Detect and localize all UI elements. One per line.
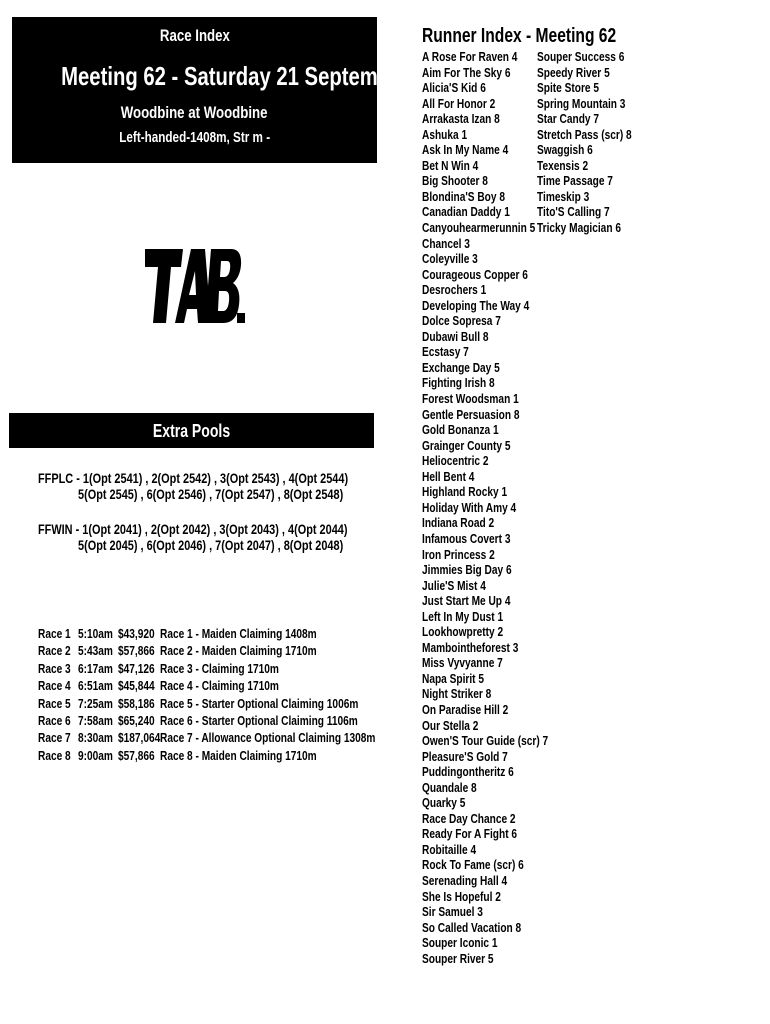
race-time: 7:25am bbox=[78, 695, 113, 711]
race-number: Race 4 bbox=[38, 678, 71, 694]
runner-entry: Forest Woodsman 1 bbox=[422, 391, 519, 407]
runner-entry: Tricky Magician 6 bbox=[537, 220, 621, 236]
race-number: Race 2 bbox=[38, 643, 71, 659]
runner-entry: Canyouhearmerunnin 5 bbox=[422, 220, 536, 236]
runner-entry: Mambointheforest 3 bbox=[422, 639, 519, 655]
runner-entry: Courageous Copper 6 bbox=[422, 266, 528, 282]
race-purse: $57,866 bbox=[118, 747, 155, 763]
race-time: 5:43am bbox=[78, 643, 113, 659]
runner-entry: Ashuka 1 bbox=[422, 126, 468, 142]
race-purse: $58,186 bbox=[118, 695, 155, 711]
race-number: Race 8 bbox=[38, 747, 71, 763]
runner-entry: Bet N Win 4 bbox=[422, 157, 479, 173]
runner-entry: Quarky 5 bbox=[422, 795, 466, 811]
runner-entry: Souper Iconic 1 bbox=[422, 935, 498, 951]
runner-entry: Infamous Covert 3 bbox=[422, 530, 511, 546]
runner-entry: Just Start Me Up 4 bbox=[422, 593, 511, 609]
runner-entry: Sir Samuel 3 bbox=[422, 904, 483, 920]
runner-entry: Dubawi Bull 8 bbox=[422, 328, 489, 344]
venue-name: Woodbine at Woodbine bbox=[121, 103, 268, 122]
runner-entry: Swaggish 6 bbox=[537, 142, 593, 158]
runner-entry: Souper Success 6 bbox=[537, 49, 625, 64]
runner-entry: Chancel 3 bbox=[422, 235, 470, 251]
race-number: Race 6 bbox=[38, 712, 71, 728]
runner-entry: Ask In My Name 4 bbox=[422, 142, 509, 158]
runner-entry: Spite Store 5 bbox=[537, 80, 599, 96]
runner-entry: Star Candy 7 bbox=[537, 111, 599, 127]
runner-entry: Lookhowpretty 2 bbox=[422, 624, 504, 640]
runner-entry: She Is Hopeful 2 bbox=[422, 888, 501, 904]
race-description: Race 7 - Allowance Optional Claiming 1308m bbox=[160, 730, 376, 746]
runner-entry: Highland Rocky 1 bbox=[422, 484, 508, 500]
runner-entry: Iron Princess 2 bbox=[422, 546, 495, 562]
race-number: Race 3 bbox=[38, 660, 71, 676]
runner-entry: On Paradise Hill 2 bbox=[422, 701, 509, 717]
race-time: 5:10am bbox=[78, 626, 113, 641]
runner-index-title: Runner Index - Meeting 62 bbox=[422, 25, 617, 47]
race-number: Race 7 bbox=[38, 730, 71, 746]
runner-entry: Owen'S Tour Guide (scr) 7 bbox=[422, 733, 549, 749]
runner-list-column-2 bbox=[537, 49, 658, 236]
race-number: Race 1 bbox=[38, 626, 71, 641]
runner-entry: Stretch Pass (scr) 8 bbox=[537, 126, 632, 142]
race-description: Race 6 - Starter Optional Claiming 1106m bbox=[160, 712, 358, 728]
pool-line: 5(Opt 2045) , 6(Opt 2046) , 7(Opt 2047) , 8(Opt 2048) bbox=[78, 537, 344, 553]
runner-entry: Blondina'S Boy 8 bbox=[422, 188, 505, 204]
runner-entry: Exchange Day 5 bbox=[422, 359, 500, 375]
race-description: Race 8 - Maiden Claiming 1710m bbox=[160, 747, 317, 763]
pool-ffwin bbox=[38, 521, 435, 553]
runner-entry: Ready For A Fight 6 bbox=[422, 826, 518, 842]
runner-entry: Miss Vyvyanne 7 bbox=[422, 655, 503, 671]
runner-entry: Dolce Sopresa 7 bbox=[422, 313, 501, 329]
pool-line: FFWIN - 1(Opt 2041) , 2(Opt 2042) , 3(Opt 2043) , 4(Opt 2044) bbox=[38, 521, 348, 537]
runner-entry: Gentle Persuasion 8 bbox=[422, 406, 520, 422]
runner-entry: Jimmies Big Day 6 bbox=[422, 562, 512, 578]
race-description: Race 1 - Maiden Claiming 1408m bbox=[160, 626, 317, 641]
pool-ffplc bbox=[38, 470, 436, 502]
runner-entry: Time Passage 7 bbox=[537, 173, 613, 189]
runner-entry: Holiday With Amy 4 bbox=[422, 499, 517, 515]
extra-pools-header bbox=[9, 413, 374, 448]
runner-entry: A Rose For Raven 4 bbox=[422, 49, 518, 64]
runner-entry: Coleyville 3 bbox=[422, 251, 478, 267]
runner-entry: Canadian Daddy 1 bbox=[422, 204, 510, 220]
runner-entry: Our Stella 2 bbox=[422, 717, 479, 733]
race-purse: $43,920 bbox=[118, 626, 155, 641]
runner-entry: Robitaille 4 bbox=[422, 841, 477, 857]
runner-entry: Quandale 8 bbox=[422, 779, 477, 795]
race-time: 8:30am bbox=[78, 730, 113, 746]
runner-entry: Left In My Dust 1 bbox=[422, 608, 504, 624]
race-purse: $65,240 bbox=[118, 712, 155, 728]
runner-entry: Grainger County 5 bbox=[422, 437, 511, 453]
runner-entry: All For Honor 2 bbox=[422, 95, 496, 111]
race-time: 7:58am bbox=[78, 712, 113, 728]
race-description: Race 5 - Starter Optional Claiming 1006m bbox=[160, 695, 359, 711]
runner-entry: Serenading Hall 4 bbox=[422, 872, 508, 888]
pool-line: 5(Opt 2545) , 6(Opt 2546) , 7(Opt 2547) , 8(Opt 2548) bbox=[78, 486, 344, 502]
pool-line: FFPLC - 1(Opt 2541) , 2(Opt 2542) , 3(Opt 2543) , 4(Opt 2544) bbox=[38, 470, 349, 486]
race-time: 9:00am bbox=[78, 747, 113, 763]
race-description: Race 4 - Claiming 1710m bbox=[160, 678, 279, 694]
race-number: Race 5 bbox=[38, 695, 71, 711]
runner-entry: So Called Vacation 8 bbox=[422, 919, 522, 935]
runner-entry: Aim For The Sky 6 bbox=[422, 64, 511, 80]
runner-entry: Indiana Road 2 bbox=[422, 515, 495, 531]
extra-pools-title: Extra Pools bbox=[152, 421, 231, 441]
race-description: Race 3 - Claiming 1710m bbox=[160, 660, 279, 676]
runner-entry: Tito'S Calling 7 bbox=[537, 204, 610, 220]
tab-logo bbox=[145, 247, 245, 325]
runner-entry: Ecstasy 7 bbox=[422, 344, 469, 360]
race-description: Race 2 - Maiden Claiming 1710m bbox=[160, 643, 317, 659]
race-time: 6:51am bbox=[78, 678, 113, 694]
runner-entry: Desrochers 1 bbox=[422, 282, 487, 298]
track-info: Left-handed-1408m, Str m - bbox=[119, 129, 270, 146]
runner-entry: Pleasure'S Gold 7 bbox=[422, 748, 508, 764]
race-index-header bbox=[12, 17, 410, 163]
race-time: 6:17am bbox=[78, 660, 113, 676]
runner-entry: Souper River 5 bbox=[422, 950, 494, 966]
race-purse: $45,844 bbox=[118, 678, 155, 694]
runner-entry: Developing The Way 4 bbox=[422, 297, 530, 313]
runner-entry: Night Striker 8 bbox=[422, 686, 492, 702]
race-purse: $47,126 bbox=[118, 660, 155, 676]
runner-entry: Spring Mountain 3 bbox=[537, 95, 626, 111]
runner-entry: Texensis 2 bbox=[537, 157, 589, 173]
runner-entry: Arrakasta Izan 8 bbox=[422, 111, 500, 127]
race-purse: $57,866 bbox=[118, 643, 155, 659]
runner-entry: Julie'S Mist 4 bbox=[422, 577, 486, 593]
runner-entry: Race Day Chance 2 bbox=[422, 810, 516, 826]
runner-entry: Speedy River 5 bbox=[537, 64, 610, 80]
race-index-label: Race Index bbox=[159, 26, 230, 45]
runner-entry: Rock To Fame (scr) 6 bbox=[422, 857, 524, 873]
meeting-title: Meeting 62 - Saturday 21 September bbox=[61, 61, 410, 91]
runner-entry: Napa Spirit 5 bbox=[422, 670, 484, 686]
runner-entry: Hell Bent 4 bbox=[422, 468, 475, 484]
runner-entry: Fighting Irish 8 bbox=[422, 375, 495, 391]
runner-entry: Puddingontheritz 6 bbox=[422, 764, 514, 780]
runner-entry: Heliocentric 2 bbox=[422, 453, 489, 469]
runner-entry: Big Shooter 8 bbox=[422, 173, 488, 189]
runner-entry: Gold Bonanza 1 bbox=[422, 422, 499, 438]
runner-entry: Alicia'S Kid 6 bbox=[422, 80, 486, 96]
race-purse: $187,064 bbox=[118, 730, 161, 746]
runner-entry: Timeskip 3 bbox=[537, 188, 590, 204]
